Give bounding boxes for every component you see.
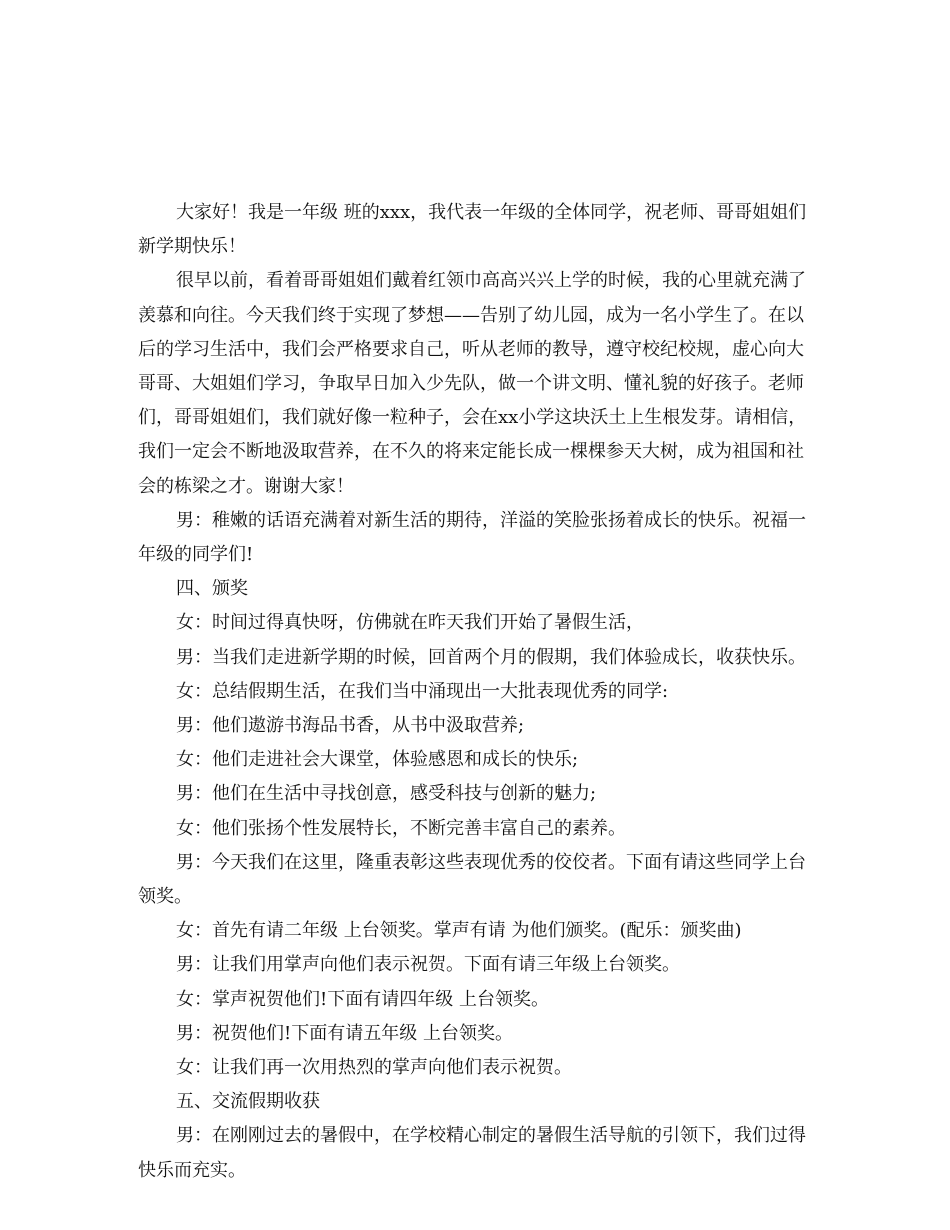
dialogue-line: 女：时间过得真快呀，仿佛就在昨天我们开始了暑假生活，	[176, 612, 644, 634]
dialogue-line: 男：他们在生活中寻找创意，感受科技与创新的魅力;	[176, 783, 597, 805]
document-body	[138, 196, 814, 1188]
dialogue-line: 女：让我们再一次用热烈的掌声向他们表示祝贺。	[176, 1057, 572, 1079]
dialogue-line: 女：首先有请二年级 上台领奖。掌声有请 为他们颁奖。(配乐：颁奖曲)	[176, 920, 742, 942]
dialogue-line: 男：今天我们在这里，隆重表彰这些表现优秀的佼佼者。下面有请这些同学上台领奖。	[138, 851, 806, 908]
paragraph-greeting: 大家好！我是一年级 班的xxx，我代表一年级的全体同学，祝老师、哥哥姐姐们新学期快乐！	[138, 202, 807, 258]
section-heading-awards: 四、颁奖	[176, 578, 248, 600]
paragraph-speech: 很早以前，看着哥哥姐姐们戴着红领巾高高兴兴上学的时候，我的心里就充满了羡慕和向往。今天我们终于实现了梦想——告别了幼儿园，成为一名小学生了。在以后的学习生活中，我们会严格要求自己，听从老师的教导，遵守校纪校规，虚心向大哥哥、大姐姐们学习，争取早日加入少先队，做一个讲文明、懂礼貌的好孩子。老师们，哥哥姐姐们，我们就好像一粒种子，会在xx小学这块沃土上生根发芽。请相信，我们一定会不断地汲取营养，在不久的将来定能长成一棵棵参天大树，成为祖国和社会的栋梁之才。谢谢大家！	[138, 270, 807, 497]
paragraph-host-male-blessing: 男：稚嫩的话语充满着对新生活的期待，洋溢的笑脸张扬着成长的快乐。祝福一年级的同学们!	[138, 509, 806, 566]
dialogue-line: 女：他们走进社会大课堂，体验感恩和成长的快乐;	[176, 749, 579, 771]
dialogue-line: 男：祝贺他们!下面有请五年级 上台领奖。	[176, 1022, 513, 1044]
section-heading-holiday-gains: 五、交流假期收获	[176, 1091, 320, 1113]
dialogue-line: 女：掌声祝贺他们!下面有请四年级 上台领奖。	[176, 988, 549, 1010]
dialogue-line: 女：他们张扬个性发展特长，不断完善丰富自己的素养。	[176, 817, 626, 839]
dialogue-line: 男：在刚刚过去的暑假中，在学校精心制定的暑假生活导航的引领下，我们过得快乐而充实。	[138, 1125, 806, 1181]
dialogue-line: 男：当我们走进新学期的时候，回首两个月的假期，我们体验成长，收获快乐。	[176, 646, 806, 668]
dialogue-line: 女：总结假期生活，在我们当中涌现出一大批表现优秀的同学:	[176, 680, 669, 702]
dialogue-line: 男：让我们用掌声向他们表示祝贺。下面有请三年级上台领奖。	[176, 954, 680, 976]
dialogue-line: 男：他们遨游书海品书香，从书中汲取营养;	[176, 715, 525, 737]
